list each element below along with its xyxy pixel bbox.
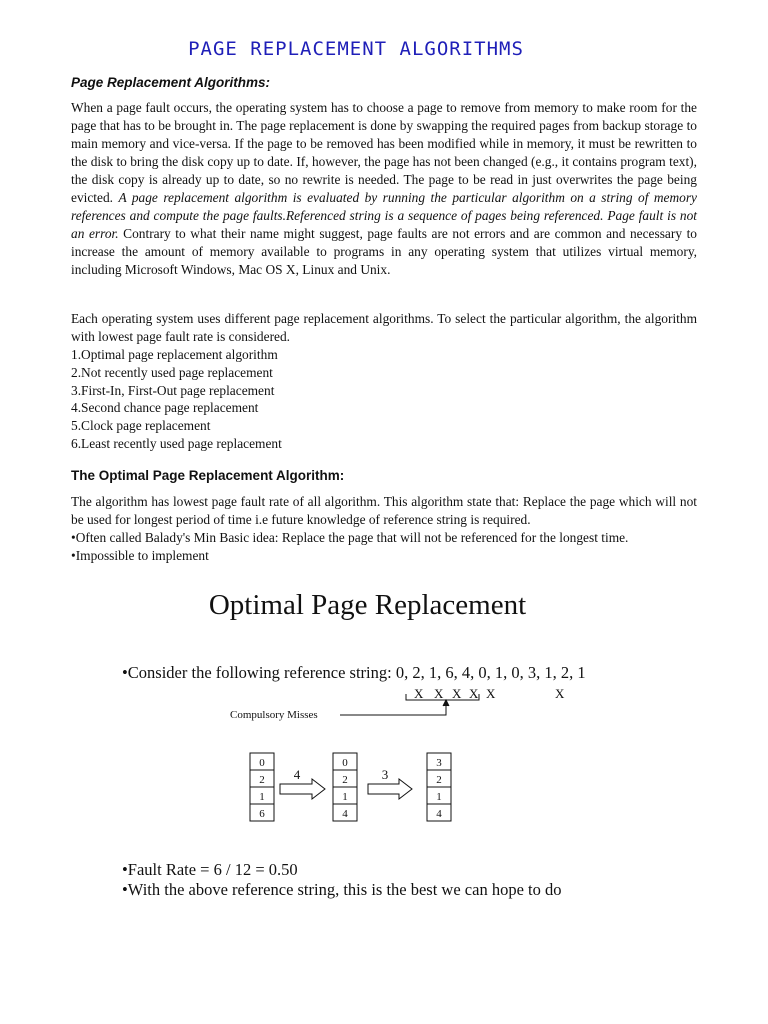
- optimal-paragraph: The algorithm has lowest page fault rate of all algorithm. This algorithm state that: Replace the page which will not be used for longest period of time i.e future knowledge of reference string is required.: [71, 494, 697, 527]
- section-heading-page-replacement: Page Replacement Algorithms:: [71, 75, 271, 90]
- arrow-label: 3: [381, 767, 389, 782]
- compulsory-misses-label: Compulsory Misses: [230, 709, 318, 721]
- list-item: 3.First-In, First-Out page replacement: [71, 382, 275, 398]
- frame-cell: 2: [342, 774, 348, 786]
- frame-cell: 2: [259, 774, 265, 786]
- miss-mark: X: [469, 686, 479, 701]
- list-item: 2.Not recently used page replacement: [71, 364, 273, 380]
- intro-text: When a page fault occurs, the operating system has to choose a page to remove from memory to make room for the page that has to be brought in. The page replacement is done by swapping the required pages from backup storage to main memory and vice-versa. If the page to be removed has been modified while in memory, it must be rewritten to the disk to bring the disk copy up to date. If, however, the page has not been changed (e.g., it contains program text), the disk copy is already up to date, so no rewrite is needed. The page to be read in just overwrites the page being evicted.: [71, 100, 697, 205]
- frame-cell: 1: [342, 791, 348, 803]
- miss-mark: X: [486, 686, 496, 701]
- intro-tail-text: Contrary to what their name might suggest, page faults are not errors and are common and necessary to increase the amount of memory available to programs in any operating system that utilizes virtual memory, including Microsoft Windows, Mac OS X, Linux and Unix.: [71, 226, 697, 277]
- section-heading-optimal: The Optimal Page Replacement Algorithm:: [71, 468, 345, 483]
- selection-paragraph: Each operating system uses different page replacement algorithms. To select the particular algorithm, the algorithm with lowest page fault rate is considered.: [71, 311, 697, 344]
- slide-bullet-reference: •Consider the following reference string: 0, 2, 1, 6, 4, 0, 1, 0, 3, 1, 2, 1: [122, 663, 586, 682]
- list-item: •Impossible to implement: [71, 547, 209, 563]
- list-item: 6.Least recently used page replacement: [71, 435, 282, 451]
- arrow-label: 4: [293, 767, 301, 782]
- miss-mark: X: [434, 686, 444, 701]
- miss-mark: X: [555, 686, 565, 701]
- frame-cell: 3: [436, 757, 442, 769]
- frame-cell: 4: [342, 808, 348, 820]
- intro-italic-text: A page replacement algorithm is evaluated by running the particular algorithm on a string of memory references and compute the page faults.Referenced string is a sequence of pages being referenced. Page fault is not an error.: [71, 190, 697, 241]
- miss-mark: X: [414, 686, 424, 701]
- list-item: 4.Second chance page replacement: [71, 400, 259, 416]
- frame-cell: 6: [259, 808, 265, 820]
- list-item: 5.Clock page replacement: [71, 418, 211, 434]
- frame-cell: 1: [436, 791, 442, 803]
- slide-bullet-best: •With the above reference string, this is the best we can hope to do: [122, 880, 562, 899]
- slide-bullet-fault-rate: •Fault Rate = 6 / 12 = 0.50: [122, 860, 298, 879]
- document-title: PAGE REPLACEMENT ALGORITHMS: [188, 38, 524, 60]
- slide-title: Optimal Page Replacement: [208, 589, 527, 621]
- frame-cell: 4: [436, 808, 442, 820]
- frame-cell: 1: [259, 791, 265, 803]
- frame-cell: 2: [436, 774, 442, 786]
- arrow-right-icon: [368, 779, 412, 799]
- list-item: 1.Optimal page replacement algorithm: [71, 347, 278, 362]
- frame-cell: 0: [259, 757, 265, 769]
- frame-cell: 0: [342, 757, 348, 769]
- miss-mark: X: [452, 686, 462, 701]
- list-item: •Often called Balady's Min Basic idea: Replace the page that will not be referenced for the longest time.: [71, 530, 629, 545]
- arrow-right-icon: [280, 779, 325, 799]
